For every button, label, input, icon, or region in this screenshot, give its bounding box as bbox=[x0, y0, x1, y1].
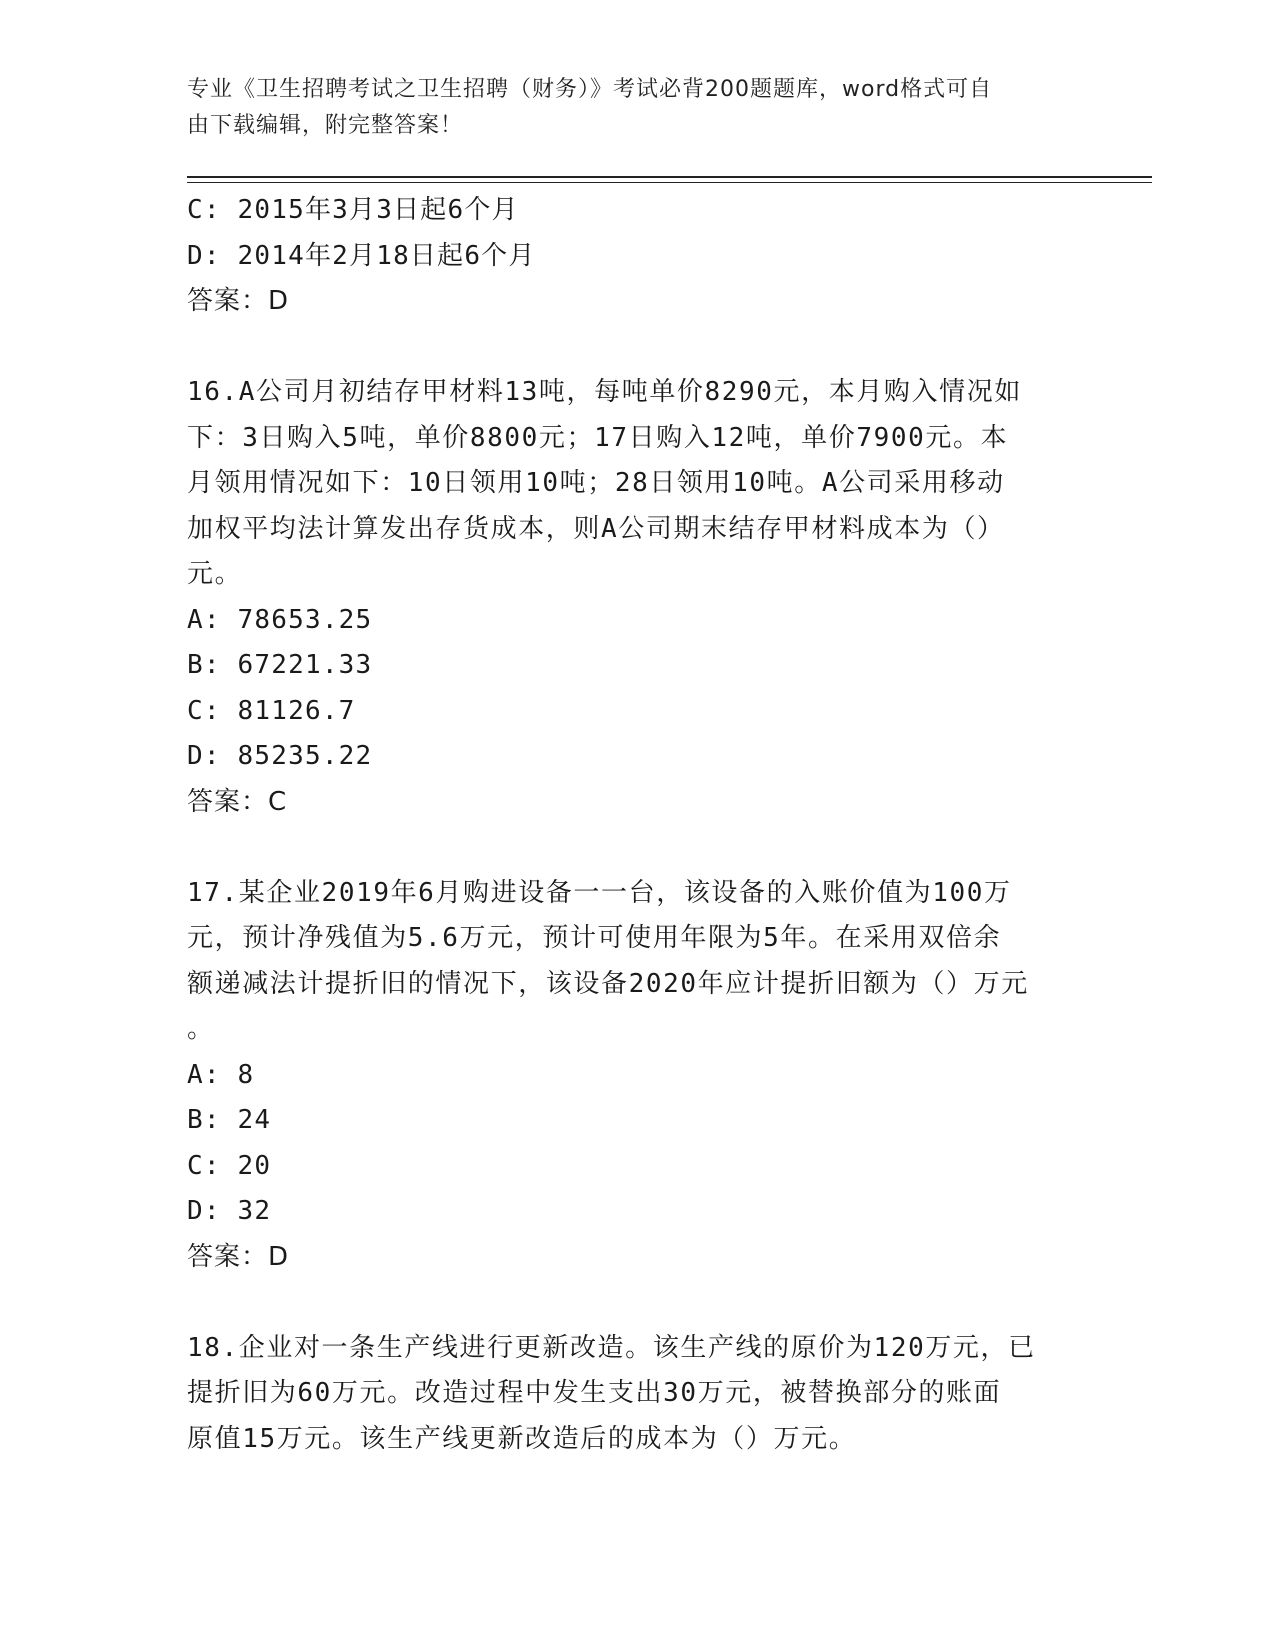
document-body bbox=[187, 188, 1087, 1462]
option-a: A: 78653.25 bbox=[187, 604, 373, 635]
answer-line: 答案：D bbox=[187, 286, 290, 316]
option-d: D: 85235.22 bbox=[187, 741, 373, 771]
option-d: D: 32 bbox=[187, 1196, 272, 1226]
question-text-line: 下：3日购入5吨，单价8800元；17日购入12吨，单价7900元。本 bbox=[187, 422, 1009, 453]
spacer bbox=[187, 1280, 1087, 1326]
question-text-line: 元，预计净残值为5.6万元，预计可使用年限为5年。在采用双倍余 bbox=[187, 923, 1002, 953]
header-line-2: 由下载编辑，附完整答案！ bbox=[187, 113, 464, 138]
spacer bbox=[187, 325, 1087, 371]
question-text-line: 16.A公司月初结存甲材料13吨，每吨单价8290元，本月购入情况如 bbox=[187, 377, 1022, 407]
question-text-line: 额递减法计提折旧的情况下，该设备2020年应计提折旧额为（）万元 bbox=[187, 968, 1029, 999]
question-text-line: 加权平均法计算发出存货成本，则A公司期末结存甲材料成本为（） bbox=[187, 513, 1005, 544]
answer-line: 答案：D bbox=[187, 1241, 290, 1272]
document-header bbox=[187, 72, 1087, 144]
question-text-line: 原值15万元。该生产线更新改造后的成本为（）万元。 bbox=[187, 1423, 857, 1454]
header-divider-thick bbox=[187, 176, 1152, 178]
option-c: C: 2015年3月3日起6个月 bbox=[187, 195, 519, 225]
option-b: B: 24 bbox=[187, 1105, 272, 1135]
question-16 bbox=[187, 370, 1087, 598]
header-line-1: 专业《卫生招聘考试之卫生招聘（财务）》考试必背200题题库，word格式可自 bbox=[187, 77, 993, 102]
spacer bbox=[187, 825, 1087, 871]
header-divider-thin bbox=[187, 182, 1152, 183]
question-text-line: 18.企业对一条生产线进行更新改造。该生产线的原价为120万元，已 bbox=[187, 1332, 1036, 1363]
question-text-line: 月领用情况如下：10日领用10吨；28日领用10吨。A公司采用移动 bbox=[187, 468, 1005, 498]
option-c: C: 20 bbox=[187, 1150, 272, 1181]
question-text-line: 提折旧为60万元。改造过程中发生支出30万元，被替换部分的账面 bbox=[187, 1378, 1002, 1408]
option-a: A: 8 bbox=[187, 1059, 255, 1090]
option-d: D: 2014年2月18日起6个月 bbox=[187, 240, 536, 271]
option-c: C: 81126.7 bbox=[187, 695, 356, 726]
question-text-line: 17.某企业2019年6月购进设备一一台，该设备的入账价值为100万 bbox=[187, 877, 1012, 908]
prev-question bbox=[187, 188, 1087, 325]
question-18 bbox=[187, 1326, 1087, 1463]
question-16-options bbox=[187, 598, 1087, 826]
question-text-line: 元。 bbox=[187, 559, 243, 589]
question-text-line: 。 bbox=[187, 1014, 215, 1044]
question-17 bbox=[187, 871, 1087, 1053]
option-b: B: 67221.33 bbox=[187, 650, 373, 680]
question-17-options bbox=[187, 1053, 1087, 1281]
answer-line: 答案：C bbox=[187, 786, 288, 817]
